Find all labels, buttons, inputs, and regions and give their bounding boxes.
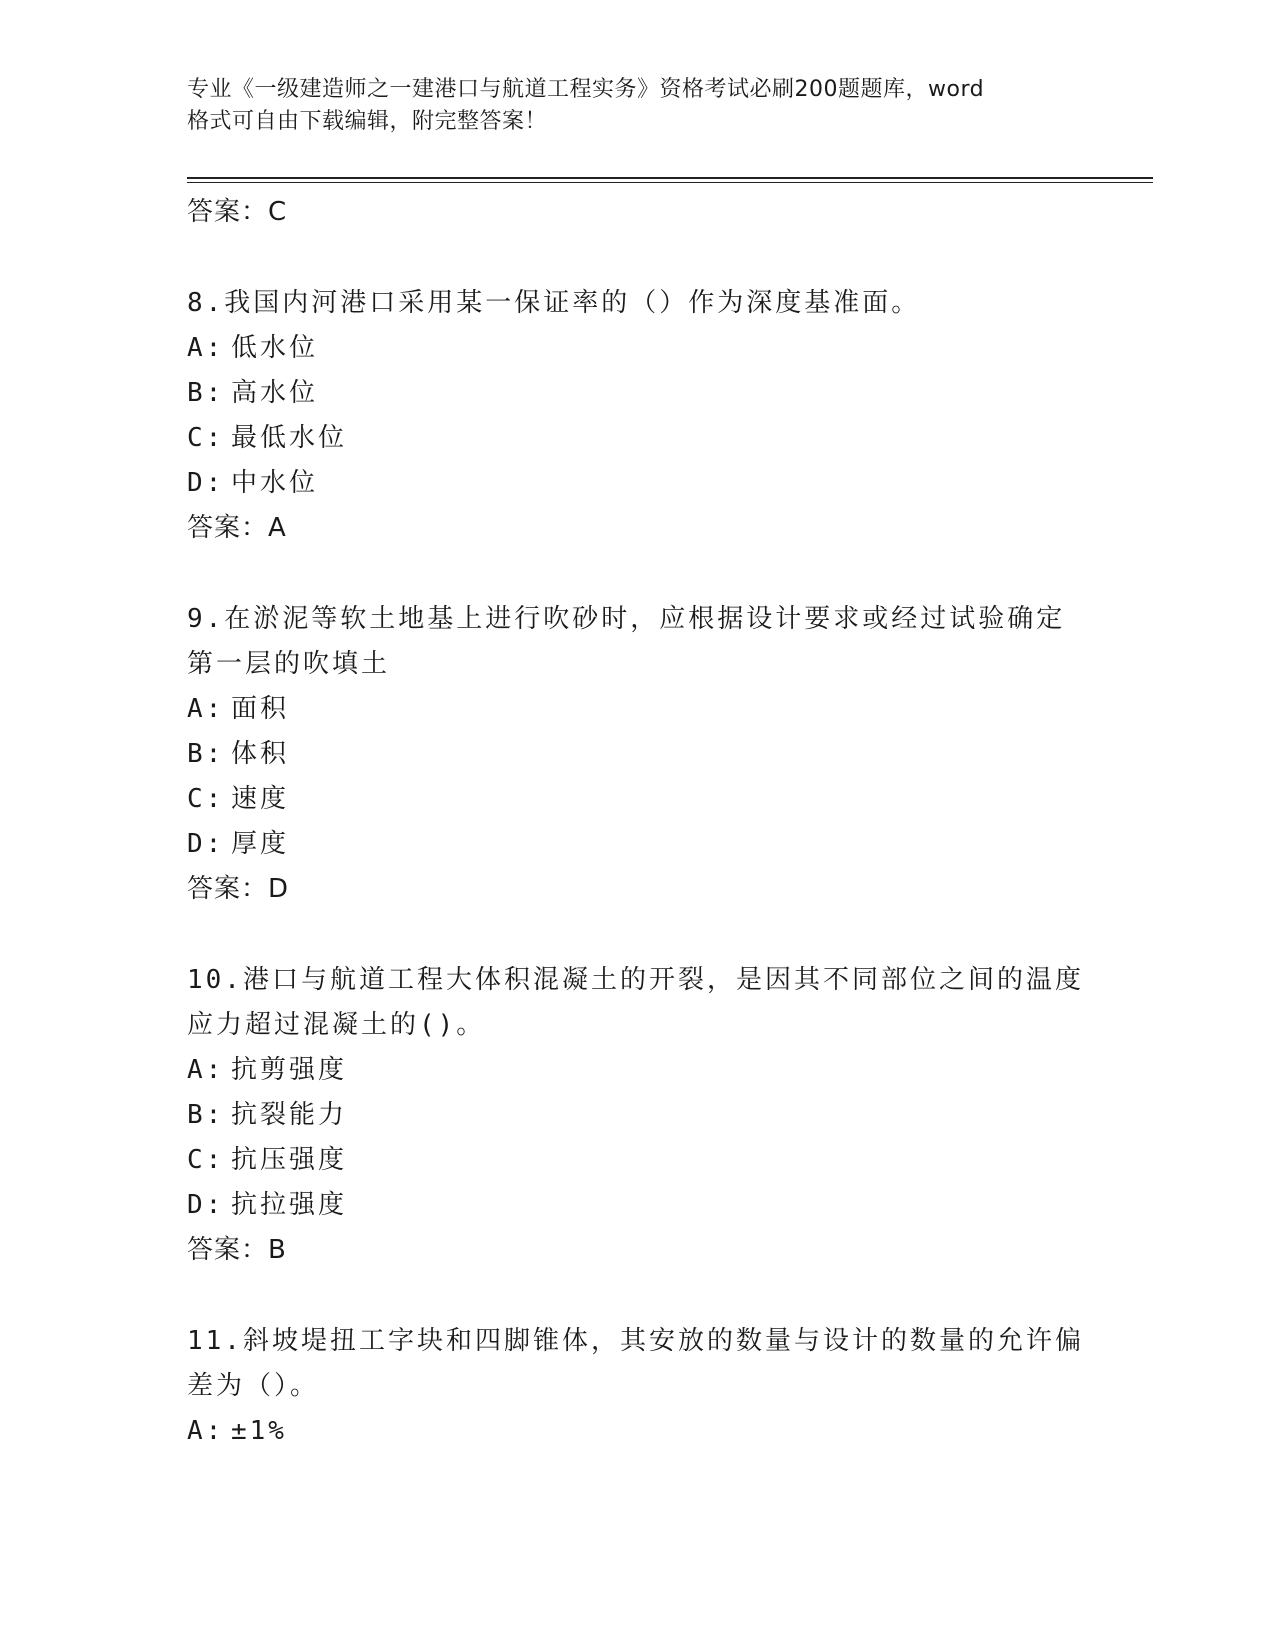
question-stem-line-2: 第一层的吹填土 xyxy=(187,649,391,679)
option-d xyxy=(187,822,1087,867)
option-text: 抗裂能力 xyxy=(231,1100,348,1130)
option-text: 抗拉强度 xyxy=(231,1190,348,1220)
option-letter: D: xyxy=(187,1190,225,1220)
option-c xyxy=(187,777,1087,822)
question-stem-line-2: 差为（）。 xyxy=(187,1371,320,1401)
option-text: 中水位 xyxy=(231,468,319,498)
question-stem-line-2: 应力超过混凝土的()。 xyxy=(187,1010,486,1040)
option-letter: C: xyxy=(187,1145,225,1175)
question-stem-line-1: 11.斜坡堤扭工字块和四脚锥体，其安放的数量与设计的数量的允许偏 xyxy=(187,1326,1084,1356)
answer-line: 答案：D xyxy=(187,874,290,904)
option-a xyxy=(187,687,1087,732)
answer-line: 答案：C xyxy=(187,197,288,227)
question-10 xyxy=(187,958,1087,1273)
option-letter: C: xyxy=(187,423,225,453)
option-letter: D: xyxy=(187,829,225,859)
option-d xyxy=(187,1183,1087,1228)
option-text: 面积 xyxy=(231,694,290,724)
answer-line: 答案：B xyxy=(187,1235,287,1265)
option-b xyxy=(187,1093,1087,1138)
header-line-1: 专业《一级建造师之一建港口与航道工程实务》资格考试必刷200题题库，word xyxy=(187,77,985,102)
question-8 xyxy=(187,281,1087,551)
option-a xyxy=(187,1409,1087,1454)
option-letter: C: xyxy=(187,784,225,814)
question-9 xyxy=(187,597,1087,912)
question-stem-line-1: 10.港口与航道工程大体积混凝土的开裂，是因其不同部位之间的温度 xyxy=(187,965,1084,995)
option-text: ±1% xyxy=(231,1416,287,1446)
option-c xyxy=(187,416,1087,461)
option-b xyxy=(187,371,1087,416)
option-text: 速度 xyxy=(231,784,290,814)
option-text: 低水位 xyxy=(231,333,319,363)
option-letter: A: xyxy=(187,694,225,724)
option-text: 高水位 xyxy=(231,378,319,408)
option-letter: A: xyxy=(187,1416,225,1446)
page-header xyxy=(187,74,1067,138)
question-content xyxy=(187,190,1087,1454)
option-text: 体积 xyxy=(231,739,290,769)
header-line-2: 格式可自由下载编辑，附完整答案！ xyxy=(187,109,548,134)
option-letter: B: xyxy=(187,739,225,769)
option-c xyxy=(187,1138,1087,1183)
option-letter: B: xyxy=(187,1100,225,1130)
option-text: 抗剪强度 xyxy=(231,1055,348,1085)
option-letter: D: xyxy=(187,468,225,498)
header-divider xyxy=(187,177,1153,183)
question-stem-line-1: 9.在淤泥等软土地基上进行吹砂时，应根据设计要求或经过试验确定 xyxy=(187,604,1066,634)
option-letter: B: xyxy=(187,378,225,408)
option-letter: A: xyxy=(187,333,225,363)
option-text: 厚度 xyxy=(231,829,290,859)
option-a xyxy=(187,326,1087,371)
option-d xyxy=(187,461,1087,506)
option-a xyxy=(187,1048,1087,1093)
option-b xyxy=(187,732,1087,777)
question-stem: 8.我国内河港口采用某一保证率的（）作为深度基准面。 xyxy=(187,288,921,318)
option-text: 抗压强度 xyxy=(231,1145,348,1175)
question-11 xyxy=(187,1319,1087,1454)
option-text: 最低水位 xyxy=(231,423,348,453)
option-letter: A: xyxy=(187,1055,225,1085)
answer-line: 答案：A xyxy=(187,513,287,543)
